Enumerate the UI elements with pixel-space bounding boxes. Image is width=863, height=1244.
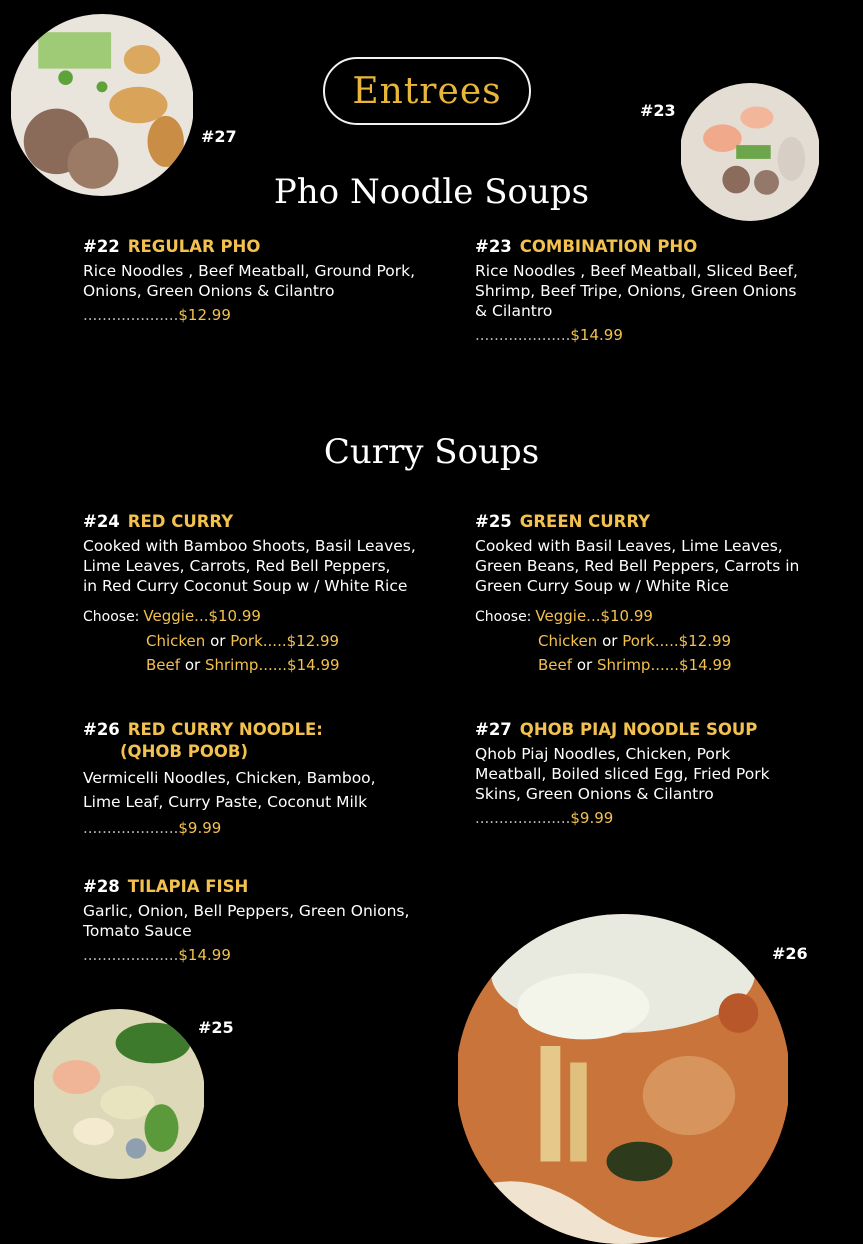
item-desc-line: Cooked with Bamboo Shoots, Basil Leaves, — [83, 537, 416, 555]
menu-item-24 — [83, 511, 443, 677]
item-name-alt: (QHOB POOB) — [120, 742, 248, 761]
item-number: #28 — [83, 877, 120, 896]
entrees-title: Entrees — [323, 57, 531, 125]
menu-item-25 — [475, 511, 835, 677]
menu-item-22 — [83, 236, 443, 325]
item-price: $12.99 — [178, 306, 231, 324]
price-leader: .................... — [83, 819, 179, 837]
item-desc-line: Cooked with Basil Leaves, Lime Leaves, — [475, 537, 783, 555]
item-desc-line: Onions, Green Onions & Cilantro — [83, 282, 335, 300]
item-number: #23 — [475, 237, 512, 256]
photo-tag-25: #25 — [198, 1018, 234, 1037]
item-name: RED CURRY — [127, 512, 234, 531]
option-veggie: Veggie...$10.99 — [535, 607, 653, 625]
menu-item-28 — [83, 876, 443, 965]
photo-dish-27 — [10, 14, 194, 196]
soup-image-25 — [33, 1009, 205, 1179]
item-desc-line: & Cilantro — [475, 302, 553, 320]
option-veggie: Veggie...$10.99 — [143, 607, 261, 625]
photo-tag-27: #27 — [201, 127, 237, 146]
option-beef: Beef — [146, 656, 181, 674]
or-word: or — [210, 632, 226, 650]
choose-label: Choose: — [83, 609, 140, 625]
item-name: RED CURRY NOODLE: — [127, 720, 323, 739]
section-title-pho: Pho Noodle Soups — [273, 172, 590, 212]
item-number: #22 — [83, 237, 120, 256]
price-leader: .................... — [83, 306, 179, 324]
item-desc-line: Skins, Green Onions & Cilantro — [475, 785, 714, 803]
item-desc-line: Meatball, Boiled sliced Egg, Fried Pork — [475, 765, 770, 783]
option-chicken: Chicken — [146, 632, 206, 650]
item-name: QHOB PIAJ NOODLE SOUP — [519, 720, 758, 739]
item-desc-line: Lime Leaf, Curry Paste, Coconut Milk — [83, 793, 368, 811]
option-chicken: Chicken — [538, 632, 598, 650]
option-shrimp: Shrimp......$14.99 — [204, 656, 340, 674]
choose-options — [475, 604, 835, 677]
item-desc-line: Rice Noodles , Beef Meatball, Ground Pork, — [83, 262, 416, 280]
photo-tag-23: #23 — [640, 101, 676, 120]
or-word: or — [576, 656, 593, 674]
soup-image-26 — [456, 914, 790, 1244]
price-leader: .................... — [83, 946, 179, 964]
price-leader: .................... — [475, 326, 571, 344]
item-price: $14.99 — [570, 326, 623, 344]
soup-image-27 — [10, 14, 194, 196]
photo-dish-25 — [33, 1009, 205, 1179]
item-desc-line: Green Beans, Red Bell Peppers, Carrots in — [475, 557, 800, 575]
item-desc-line: Shrimp, Beef Tripe, Onions, Green Onions — [475, 282, 797, 300]
option-pork: Pork.....$12.99 — [622, 632, 732, 650]
item-desc-line: in Red Curry Coconut Soup w / White Rice — [83, 577, 408, 595]
option-pork: Pork.....$12.99 — [230, 632, 340, 650]
item-number: #27 — [475, 720, 512, 739]
menu-item-27 — [475, 719, 845, 828]
item-price: $14.99 — [178, 946, 231, 964]
or-word: or — [602, 632, 618, 650]
price-leader: .................... — [475, 809, 571, 827]
option-beef: Beef — [538, 656, 573, 674]
option-shrimp: Shrimp......$14.99 — [596, 656, 732, 674]
item-desc-line: Green Curry Soup w / White Rice — [475, 577, 729, 595]
item-name: GREEN CURRY — [519, 512, 651, 531]
item-price: $9.99 — [178, 819, 222, 837]
item-number: #24 — [83, 512, 120, 531]
photo-tag-26: #26 — [772, 944, 808, 963]
section-title-curry: Curry Soups — [323, 432, 540, 472]
item-desc-line: Tomato Sauce — [83, 922, 192, 940]
item-name: COMBINATION PHO — [519, 237, 698, 256]
choose-options — [83, 604, 443, 677]
item-desc-line: Garlic, Onion, Bell Peppers, Green Onions, — [83, 902, 410, 920]
item-desc-line: Vermicelli Noodles, Chicken, Bamboo, — [83, 769, 376, 787]
item-price: $9.99 — [570, 809, 614, 827]
item-name: TILAPIA FISH — [127, 877, 249, 896]
item-number: #26 — [83, 720, 120, 739]
or-word: or — [184, 656, 201, 674]
menu-item-26 — [83, 719, 443, 838]
menu-item-23 — [475, 236, 835, 345]
item-name: REGULAR PHO — [127, 237, 261, 256]
item-desc-line: Lime Leaves, Carrots, Red Bell Peppers, — [83, 557, 391, 575]
photo-dish-26 — [456, 914, 790, 1244]
item-desc-line: Qhob Piaj Noodles, Chicken, Pork — [475, 745, 731, 763]
item-number: #25 — [475, 512, 512, 531]
item-desc-line: Rice Noodles , Beef Meatball, Sliced Beef, — [475, 262, 798, 280]
choose-label: Choose: — [475, 609, 532, 625]
